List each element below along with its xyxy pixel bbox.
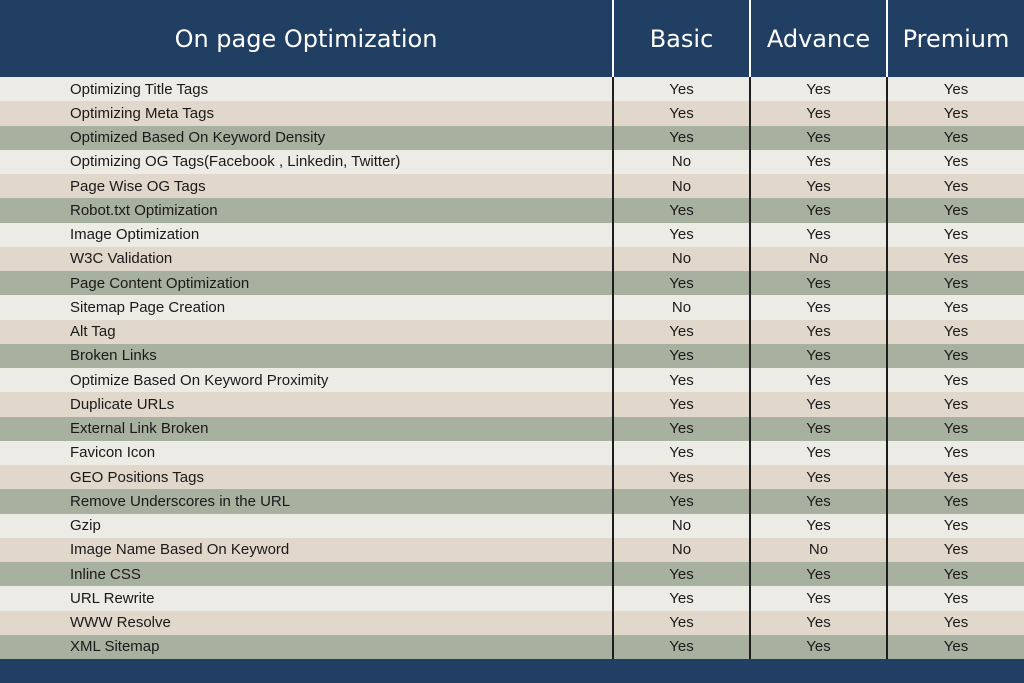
table-row <box>0 514 1024 538</box>
feature-cell: Alt Tag <box>70 323 116 341</box>
advance-cell: Yes <box>749 101 886 125</box>
premium-cell: Yes <box>886 465 1024 489</box>
table-row <box>0 271 1024 295</box>
advance-cell: Yes <box>749 223 886 247</box>
premium-cell: Yes <box>886 635 1024 659</box>
feature-cell: Favicon Icon <box>70 444 156 462</box>
advance-cell: Yes <box>749 126 886 150</box>
basic-cell: Yes <box>612 320 749 344</box>
premium-cell: Yes <box>886 417 1024 441</box>
table-row <box>0 392 1024 416</box>
basic-cell: No <box>612 295 749 319</box>
basic-cell: Yes <box>612 489 749 513</box>
basic-cell: Yes <box>612 635 749 659</box>
header-plan-premium: Premium <box>886 0 1024 77</box>
table-row <box>0 150 1024 174</box>
feature-cell: XML Sitemap <box>70 638 160 656</box>
basic-cell: Yes <box>612 271 749 295</box>
basic-cell: Yes <box>612 368 749 392</box>
table-row <box>0 77 1024 101</box>
basic-cell: No <box>612 538 749 562</box>
advance-cell: Yes <box>749 514 886 538</box>
premium-cell: Yes <box>886 611 1024 635</box>
table-body <box>0 77 1024 659</box>
table-row <box>0 101 1024 125</box>
table-row <box>0 465 1024 489</box>
feature-cell: GEO Positions Tags <box>70 468 204 486</box>
basic-cell: Yes <box>612 465 749 489</box>
table-row <box>0 344 1024 368</box>
feature-cell: URL Rewrite <box>70 589 155 607</box>
premium-cell: Yes <box>886 174 1024 198</box>
advance-cell: No <box>749 538 886 562</box>
premium-cell: Yes <box>886 441 1024 465</box>
header-feature-title: On page Optimization <box>174 24 438 53</box>
advance-cell: Yes <box>749 271 886 295</box>
premium-cell: Yes <box>886 514 1024 538</box>
feature-cell: Inline CSS <box>70 565 141 583</box>
feature-cell: Broken Links <box>70 347 157 365</box>
feature-cell: External Link Broken <box>70 420 209 438</box>
feature-cell: Robot.txt Optimization <box>70 201 218 219</box>
table-row <box>0 441 1024 465</box>
premium-cell: Yes <box>886 562 1024 586</box>
feature-cell: Remove Underscores in the URL <box>70 492 291 510</box>
advance-cell: Yes <box>749 392 886 416</box>
feature-cell: Image Name Based On Keyword <box>70 541 290 559</box>
premium-cell: Yes <box>886 126 1024 150</box>
table-header <box>0 0 1024 77</box>
feature-cell: Page Wise OG Tags <box>70 177 206 195</box>
table-footer-bar <box>0 659 1024 683</box>
advance-cell: Yes <box>749 489 886 513</box>
feature-cell: Optimizing Title Tags <box>70 80 209 98</box>
premium-cell: Yes <box>886 247 1024 271</box>
basic-cell: Yes <box>612 344 749 368</box>
feature-cell: Duplicate URLs <box>70 395 175 413</box>
premium-cell: Yes <box>886 368 1024 392</box>
premium-cell: Yes <box>886 77 1024 101</box>
advance-cell: Yes <box>749 586 886 610</box>
feature-cell: Image Optimization <box>70 226 200 244</box>
basic-cell: Yes <box>612 586 749 610</box>
feature-cell: Optimizing OG Tags(Facebook , Linkedin, Twitter) <box>70 153 401 171</box>
basic-cell: No <box>612 514 749 538</box>
premium-cell: Yes <box>886 489 1024 513</box>
premium-cell: Yes <box>886 320 1024 344</box>
premium-cell: Yes <box>886 344 1024 368</box>
premium-cell: Yes <box>886 150 1024 174</box>
table-row <box>0 126 1024 150</box>
basic-cell: Yes <box>612 77 749 101</box>
table-row <box>0 562 1024 586</box>
premium-cell: Yes <box>886 392 1024 416</box>
basic-cell: No <box>612 174 749 198</box>
basic-cell: Yes <box>612 611 749 635</box>
advance-cell: Yes <box>749 150 886 174</box>
table-row <box>0 198 1024 222</box>
table-row <box>0 295 1024 319</box>
basic-cell: Yes <box>612 562 749 586</box>
premium-cell: Yes <box>886 198 1024 222</box>
table-row <box>0 174 1024 198</box>
premium-cell: Yes <box>886 101 1024 125</box>
advance-cell: Yes <box>749 417 886 441</box>
basic-cell: Yes <box>612 101 749 125</box>
table-row <box>0 223 1024 247</box>
advance-cell: No <box>749 247 886 271</box>
advance-cell: Yes <box>749 611 886 635</box>
advance-cell: Yes <box>749 320 886 344</box>
basic-cell: Yes <box>612 417 749 441</box>
basic-cell: Yes <box>612 392 749 416</box>
feature-cell: Optimizing Meta Tags <box>70 104 214 122</box>
basic-cell: Yes <box>612 198 749 222</box>
advance-cell: Yes <box>749 368 886 392</box>
feature-cell: W3C Validation <box>70 250 173 268</box>
advance-cell: Yes <box>749 198 886 222</box>
table-row <box>0 586 1024 610</box>
premium-cell: Yes <box>886 271 1024 295</box>
advance-cell: Yes <box>749 441 886 465</box>
basic-cell: No <box>612 150 749 174</box>
advance-cell: Yes <box>749 174 886 198</box>
feature-cell: Gzip <box>70 517 101 535</box>
advance-cell: Yes <box>749 344 886 368</box>
feature-cell: WWW Resolve <box>70 614 171 632</box>
feature-cell: Optimized Based On Keyword Density <box>70 129 326 147</box>
table-row <box>0 247 1024 271</box>
table-row <box>0 368 1024 392</box>
advance-cell: Yes <box>749 77 886 101</box>
premium-cell: Yes <box>886 223 1024 247</box>
header-plan-advance: Advance <box>749 0 886 77</box>
feature-cell: Sitemap Page Creation <box>70 298 226 316</box>
premium-cell: Yes <box>886 295 1024 319</box>
basic-cell: Yes <box>612 126 749 150</box>
basic-cell: Yes <box>612 441 749 465</box>
basic-cell: Yes <box>612 223 749 247</box>
table-row <box>0 538 1024 562</box>
advance-cell: Yes <box>749 295 886 319</box>
table-row <box>0 635 1024 659</box>
feature-cell: Optimize Based On Keyword Proximity <box>70 371 329 389</box>
advance-cell: Yes <box>749 635 886 659</box>
advance-cell: Yes <box>749 562 886 586</box>
table-row <box>0 489 1024 513</box>
premium-cell: Yes <box>886 586 1024 610</box>
table-row <box>0 611 1024 635</box>
feature-cell: Page Content Optimization <box>70 274 250 292</box>
premium-cell: Yes <box>886 538 1024 562</box>
table-row <box>0 320 1024 344</box>
basic-cell: No <box>612 247 749 271</box>
advance-cell: Yes <box>749 465 886 489</box>
table-row <box>0 417 1024 441</box>
header-plan-basic: Basic <box>612 0 749 77</box>
